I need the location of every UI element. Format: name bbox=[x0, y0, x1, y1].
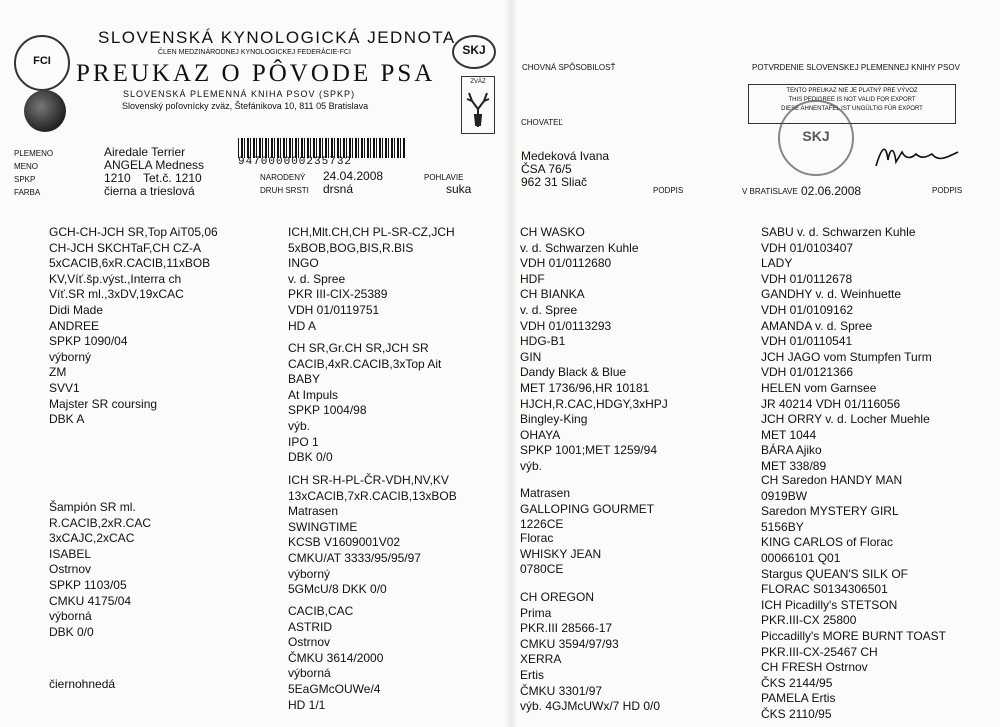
pedigree-line: SPKP 1001;MET 1259/94 bbox=[520, 443, 657, 458]
pedigree-line: 5156BY bbox=[761, 519, 804, 534]
pedigree-line: 5xBOB,BOG,BIS,R.BIS bbox=[288, 240, 414, 255]
pedigree-line: 5GMcU/8 DKK 0/0 bbox=[288, 582, 387, 597]
pedigree-line: HDG-B1 bbox=[520, 334, 566, 349]
great-grandparents-paternal bbox=[520, 225, 668, 475]
great-great-grandparents-paternal bbox=[761, 225, 932, 475]
pedigree-line: CACIB,4xR.CACIB,3xTop Ait bbox=[288, 356, 442, 371]
pedigree-line: KING CARLOS of Florac bbox=[761, 535, 894, 550]
coat-value: drsná bbox=[323, 182, 354, 196]
pedigree-line: CACIB,CAC bbox=[288, 604, 354, 618]
pedigree-line: Ostrnov bbox=[49, 562, 92, 577]
pedigree-line: Bingley-King bbox=[520, 412, 588, 427]
pedigree-line: JCH ORRY v. d. Locher Muehle bbox=[761, 412, 930, 427]
breeding-ability-label: CHOVNÁ SPÔSOBILOSŤ bbox=[522, 63, 616, 72]
pedigree-line: BÁRA Ajiko bbox=[761, 443, 822, 458]
pedigree-line: INGO bbox=[288, 256, 319, 271]
pedigree-line: ANDREE bbox=[49, 318, 100, 333]
official-stamp bbox=[778, 100, 854, 176]
export-notice-de: DIESE AHNENTAFEL IST UNGÜLTIG FÜR EXPORT bbox=[781, 106, 923, 112]
breeder-signature-label: PODPIS bbox=[653, 186, 684, 195]
color-value: čierna a trieslová bbox=[104, 184, 195, 198]
pedigree-line: 3xCAJC,2xCAC bbox=[49, 531, 135, 546]
maternal-granddam-column bbox=[288, 604, 383, 713]
pedigree-line: VDH 01/0113293 bbox=[520, 318, 612, 333]
pedigree-line: R.CACIB,2xR.CAC bbox=[49, 515, 152, 530]
great-grandparents-maternal-2 bbox=[520, 590, 660, 715]
pedigree-line: SPKP 1103/05 bbox=[49, 577, 127, 592]
great-granddam-maternal-1 bbox=[520, 531, 601, 578]
pedigree-line: ICH Picadilly's STETSON bbox=[761, 597, 898, 612]
pedigree-line: At Impuls bbox=[288, 387, 339, 402]
pedigree-line: HELEN vom Garnsee bbox=[761, 380, 877, 395]
address: Slovenský poľovnícky zväz, Štefánikova 10, 811 05 Bratislava bbox=[122, 101, 369, 111]
breed-value: Airedale Terrier bbox=[104, 145, 186, 159]
pedigree-line: výb. 4GJMcUWx/7 HD 0/0 bbox=[520, 699, 661, 714]
pedigree-line: ICH SR-H-PL-ČR-VDH,NV,KV bbox=[288, 473, 449, 487]
name-value: ANGELA Medness bbox=[104, 158, 205, 172]
sire-column bbox=[49, 225, 218, 428]
pedigree-line: VDH 01/0121366 bbox=[761, 365, 854, 380]
pedigree-line: Majster SR coursing bbox=[49, 396, 158, 411]
pedigree-line: Dandy Black & Blue bbox=[520, 365, 627, 380]
pedigree-line: VDH 01/0112678 bbox=[761, 271, 853, 286]
pedigree-line: GANDHY v. d. Weinhuette bbox=[761, 287, 902, 302]
skj-logo bbox=[452, 35, 496, 69]
fci-membership: ČLEN MEDZINÁRODNEJ KYNOLOGICKEJ FEDERÁCIE-FCI bbox=[158, 49, 351, 56]
barcode bbox=[238, 138, 406, 158]
sex-value: suka bbox=[446, 182, 472, 196]
granddam-column bbox=[288, 341, 441, 466]
pedigree-line: CH WASKO bbox=[520, 225, 585, 239]
pedigree-line: CMKU/AT 3333/95/95/97 bbox=[288, 550, 421, 565]
pedigree-line: JR 40214 VDH 01/116056 bbox=[761, 396, 901, 411]
pedigree-line: Saredon MYSTERY GIRL bbox=[761, 504, 899, 519]
pedigree-line: Matrasen bbox=[288, 504, 339, 519]
pedigree-line: výborný bbox=[288, 566, 331, 581]
pedigree-line: CMKU 3594/97/93 bbox=[520, 636, 619, 651]
pedigree-line: CH SR,Gr.CH SR,JCH SR bbox=[288, 341, 429, 355]
pedigree-line: ISABEL bbox=[49, 546, 92, 561]
pedigree-line: MET 1044 bbox=[761, 427, 817, 442]
pedigree-line: Piccadilly's MORE BURNT TOAST bbox=[761, 628, 946, 643]
pedigree-line: AMANDA v. d. Spree bbox=[761, 318, 873, 333]
pedigree-line: HD A bbox=[288, 318, 317, 333]
pedigree-line: Matrasen bbox=[520, 486, 571, 500]
barcode-number: 947000000235732 bbox=[238, 156, 353, 168]
pedigree-line: SVV1 bbox=[49, 380, 80, 395]
pedigree-line: IPO 1 bbox=[288, 434, 319, 449]
pedigree-line: ČMKU 3614/2000 bbox=[288, 650, 384, 665]
pedigree-line: Šampión SR ml. bbox=[49, 500, 136, 514]
organization-name: SLOVENSKÁ KYNOLOGICKÁ JEDNOTA bbox=[98, 28, 456, 47]
pedigree-line: ZM bbox=[49, 365, 67, 380]
pedigree-line: CH OREGON bbox=[520, 590, 595, 604]
pedigree-line: CH BIANKA bbox=[520, 287, 585, 302]
pedigree-line: PKR.III-CX 25800 bbox=[761, 613, 857, 628]
place-label: V BRATISLAVE bbox=[742, 187, 798, 196]
tattoo-value: Tet.č. 1210 bbox=[143, 171, 202, 185]
great-grandsire-maternal-1 bbox=[520, 486, 654, 533]
pedigree-line: ČKS 2110/95 bbox=[761, 706, 832, 721]
pedigree-line: ICH,Mlt.CH,CH PL-SR-CZ,JCH bbox=[288, 225, 455, 239]
color-label: FARBA bbox=[14, 188, 41, 197]
certification-label: POTVRDENIE SLOVENSKEJ PLEMENNEJ KNIHY PSOV bbox=[752, 63, 960, 72]
dog-color-note: čiernohnedá bbox=[49, 677, 116, 691]
pedigree-line: PAMELA Ertis bbox=[761, 691, 836, 706]
pedigree-line: výborná bbox=[49, 609, 92, 624]
grandsire-column bbox=[288, 225, 455, 334]
stud-book-name: SLOVENSKÁ PLEMENNÁ KNIHA PSOV (SPKP) bbox=[123, 89, 356, 99]
pedigree-line: Prima bbox=[520, 605, 552, 620]
pedigree-line: KCSB V1609001V02 bbox=[288, 535, 401, 550]
pedigree-line: výb. bbox=[288, 418, 311, 433]
pedigree-line: Florac bbox=[520, 531, 554, 545]
document-title: PREUKAZ O PÔVODE PSA bbox=[76, 60, 436, 87]
export-notice-sk: TENTO PREUKAZ NIE JE PLATNÝ PRE VÝVOZ bbox=[786, 88, 918, 94]
pedigree-line: MET 1736/96,HR 10181 bbox=[520, 380, 650, 395]
pedigree-line: ČKS 2144/95 bbox=[761, 675, 833, 690]
pedigree-line: SWINGTIME bbox=[288, 519, 358, 534]
pedigree-line: JCH JAGO vom Stumpfen Turm bbox=[761, 349, 932, 364]
pedigree-line: BABY bbox=[288, 372, 321, 387]
fci-logo-text: FCI bbox=[33, 55, 51, 67]
pedigree-line: SABU v. d. Schwarzen Kuhle bbox=[761, 225, 916, 239]
dam-column bbox=[49, 500, 151, 640]
stag-caption: ZVÄZ bbox=[470, 79, 486, 85]
pedigree-line: 0780CE bbox=[520, 562, 564, 577]
registrar-signature-label: PODPIS bbox=[932, 186, 963, 195]
pedigree-line: Ostrnov bbox=[288, 635, 331, 650]
pedigree-line: 5EaGMcOUWe/4 bbox=[288, 681, 381, 696]
pedigree-line: CH Saredon HANDY MAN bbox=[761, 473, 903, 487]
pedigree-line: v. d. Spree bbox=[288, 271, 346, 286]
pedigree-line: CH-JCH SKCHTaF,CH CZ-A bbox=[49, 240, 202, 255]
pedigree-line: PKR III-CIX-25389 bbox=[288, 287, 388, 302]
pedigree-line: 0919BW bbox=[761, 488, 808, 503]
pedigree-line: výborná bbox=[288, 666, 331, 681]
pedigree-line: VDH 01/0103407 bbox=[761, 240, 854, 255]
certification-date: 02.06.2008 bbox=[801, 184, 862, 198]
pedigree-line: výb. bbox=[520, 458, 543, 473]
pedigree-line: DBK A bbox=[49, 412, 85, 427]
pedigree-line: ČMKU 3301/97 bbox=[520, 683, 603, 698]
pedigree-line: MET 338/89 bbox=[761, 458, 827, 473]
great-great-grandparents-maternal bbox=[761, 473, 946, 723]
pedigree-line: FLORAC S0134306501 bbox=[761, 582, 888, 597]
signature bbox=[872, 140, 962, 172]
name-label: MENO bbox=[14, 162, 38, 171]
pedigree-line: Víť.SR ml.,3xDV,19xCAC bbox=[49, 287, 184, 302]
export-notice bbox=[748, 84, 956, 124]
dob-value: 24.04.2008 bbox=[323, 169, 384, 183]
pedigree-line: GCH-CH-JCH SR,Top AiT05,06 bbox=[49, 225, 218, 239]
pedigree-line: LADY bbox=[761, 256, 793, 271]
pedigree-line: Ertis bbox=[520, 667, 544, 682]
pedigree-line: VDH 01/0110541 bbox=[761, 334, 853, 349]
pedigree-line: 00066101 Q01 bbox=[761, 550, 841, 565]
pedigree-line: VDH 01/0109162 bbox=[761, 302, 854, 317]
pedigree-line: PKR.III-CX-25467 CH bbox=[761, 644, 878, 659]
pedigree-line: 1226CE bbox=[520, 517, 564, 532]
pedigree-line: CH FRESH Ostrnov bbox=[761, 660, 868, 675]
stamp-text: SKJ bbox=[802, 128, 830, 144]
coat-label: DRUH SRSTI bbox=[260, 186, 309, 195]
breed-label: PLEMENO bbox=[14, 149, 54, 158]
pedigree-line: Stargus QUEAN'S SILK OF bbox=[761, 566, 909, 581]
pedigree-line: VDH 01/0112680 bbox=[520, 256, 612, 271]
fci-logo bbox=[14, 35, 70, 91]
pedigree-line: 5xCACIB,6xR.CACIB,11xBOB bbox=[49, 256, 211, 271]
page-fold bbox=[504, 0, 518, 727]
stag-icon bbox=[463, 87, 493, 133]
pedigree-line: DBK 0/0 bbox=[49, 624, 94, 639]
pedigree-line: v. d. Spree bbox=[520, 302, 578, 317]
pedigree-line: WHISKY JEAN bbox=[520, 546, 602, 561]
breeder-name: Medeková Ivana bbox=[521, 149, 610, 163]
pedigree-line: SPKP 1004/98 bbox=[288, 403, 367, 418]
spkp-label: SPKP bbox=[14, 175, 36, 184]
hunting-union-logo bbox=[461, 76, 495, 134]
pedigree-line: SPKP 1090/04 bbox=[49, 334, 128, 349]
pedigree-line: HD 1/1 bbox=[288, 697, 326, 712]
pedigree-line: v. d. Schwarzen Kuhle bbox=[520, 240, 639, 255]
pedigree-line: KV,Víť.šp.výst.,Interra ch bbox=[49, 271, 182, 286]
pedigree-line: HDF bbox=[520, 271, 545, 286]
pedigree-line: OHAYA bbox=[520, 427, 561, 442]
pedigree-line: GALLOPING GOURMET bbox=[520, 501, 655, 516]
pedigree-line: ASTRID bbox=[288, 619, 333, 634]
sex-label: POHLAVIE bbox=[424, 173, 464, 182]
pedigree-line: výborný bbox=[49, 349, 92, 364]
maternal-grandsire-column bbox=[288, 473, 457, 598]
pedigree-line: VDH 01/0119751 bbox=[288, 302, 380, 317]
pedigree-line: Didi Made bbox=[49, 302, 104, 317]
export-notice-en: THIS PEDIGREE IS NOT VALID FOR EXPORT bbox=[788, 97, 916, 103]
breeder-city: 962 31 Sliač bbox=[521, 175, 588, 189]
pedigree-line: DBK 0/0 bbox=[288, 450, 333, 465]
pedigree-line: CMKU 4175/04 bbox=[49, 593, 132, 608]
pedigree-line: GIN bbox=[520, 349, 542, 364]
pedigree-line: XERRA bbox=[520, 652, 562, 667]
breeder-label: CHOVATEĽ bbox=[521, 118, 563, 127]
round-seal-icon bbox=[24, 90, 66, 132]
pedigree-line: 13xCACIB,7xR.CACIB,13xBOB bbox=[288, 488, 457, 503]
breeder-street: ČSA 76/5 bbox=[521, 162, 572, 176]
pedigree-line: HJCH,R.CAC,HDGY,3xHPJ bbox=[520, 396, 668, 411]
dob-label: NARODENÝ bbox=[260, 173, 306, 182]
skj-logo-text: SKJ bbox=[462, 43, 486, 57]
spkp-value: 1210 bbox=[104, 171, 131, 185]
pedigree-line: PKR.III 28566-17 bbox=[520, 621, 613, 636]
